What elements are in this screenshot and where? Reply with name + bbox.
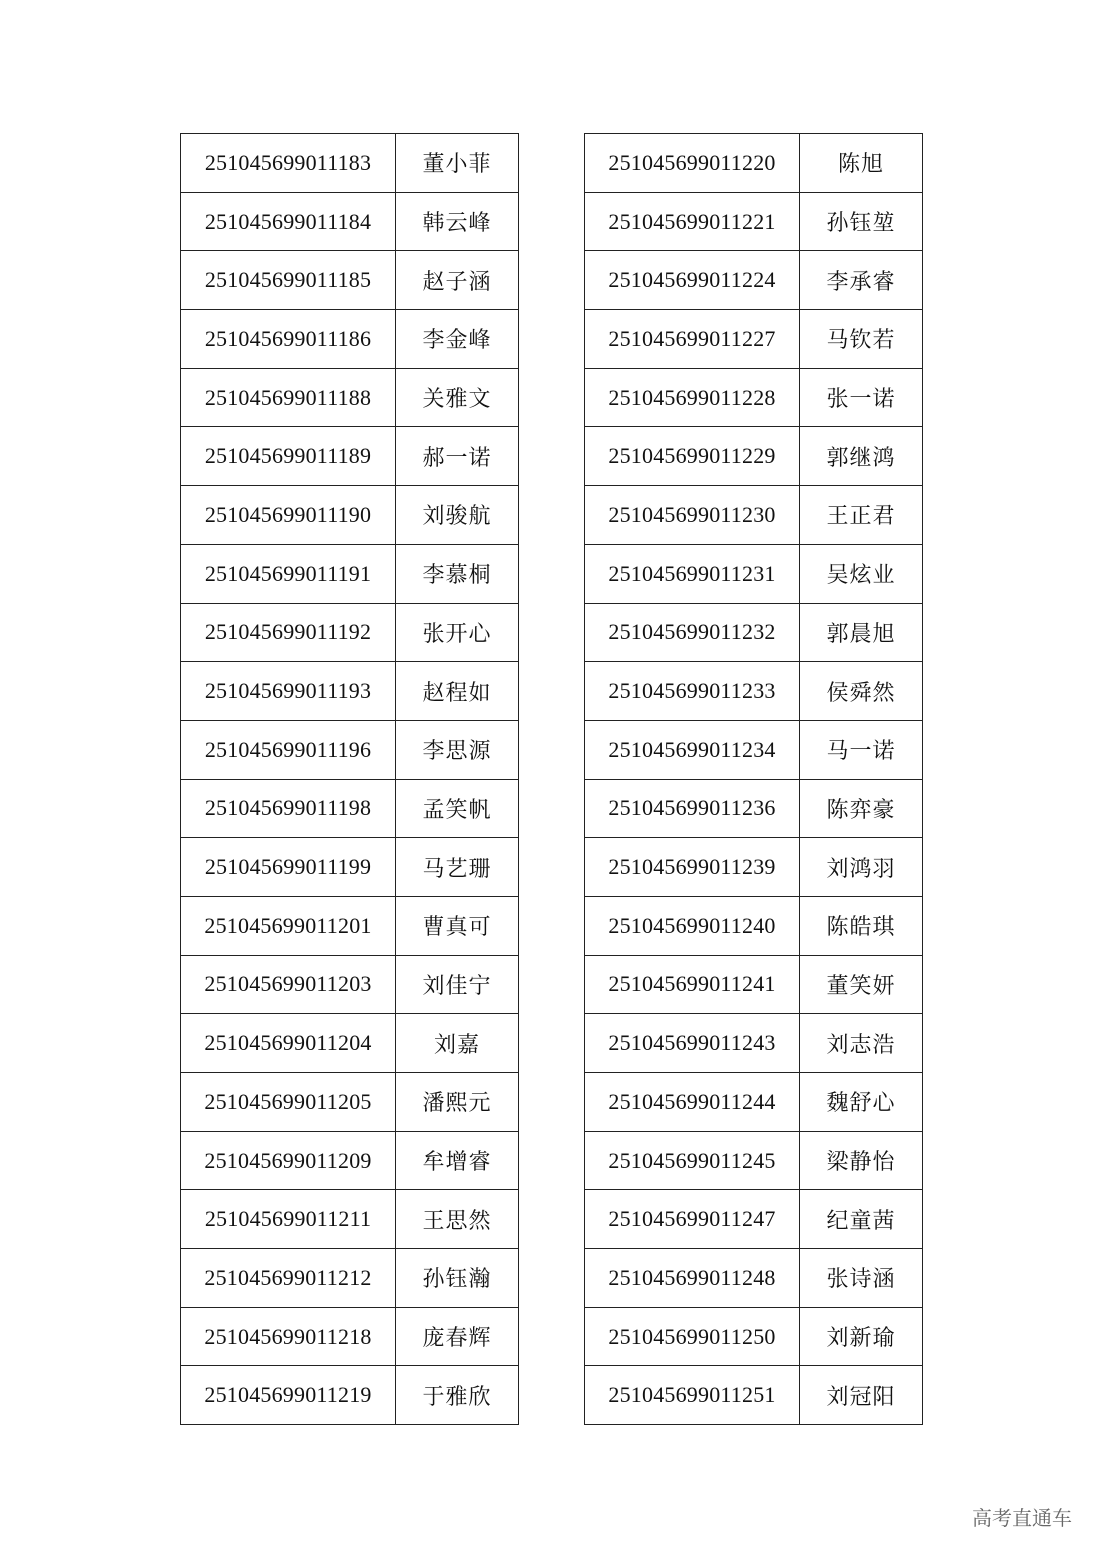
table-row (181, 192, 519, 251)
candidate-id: 251045699011212 (181, 1249, 396, 1308)
table-row (585, 1014, 923, 1073)
candidate-id: 251045699011199 (181, 838, 396, 897)
candidate-id: 251045699011209 (181, 1131, 396, 1190)
table-row (585, 1190, 923, 1249)
table-row (585, 779, 923, 838)
table-row (585, 662, 923, 721)
table-row (181, 896, 519, 955)
table-row (585, 838, 923, 897)
candidate-name: 关雅文 (396, 368, 519, 427)
candidate-name: 董小菲 (396, 134, 519, 193)
candidate-name: 马艺珊 (396, 838, 519, 897)
candidate-name: 赵子涵 (396, 251, 519, 310)
candidate-id: 251045699011192 (181, 603, 396, 662)
candidate-id: 251045699011201 (181, 896, 396, 955)
table-row (585, 1073, 923, 1132)
candidate-id: 251045699011193 (181, 662, 396, 721)
table-row (585, 544, 923, 603)
candidate-id: 251045699011221 (585, 192, 800, 251)
table-row (585, 720, 923, 779)
candidate-name: 孟笑帆 (396, 779, 519, 838)
candidate-name: 曹真可 (396, 896, 519, 955)
candidate-name: 郝一诺 (396, 427, 519, 486)
candidate-name: 李慕桐 (396, 544, 519, 603)
candidate-id: 251045699011190 (181, 486, 396, 545)
table-row (181, 1073, 519, 1132)
table-row (181, 251, 519, 310)
table-row (181, 1131, 519, 1190)
candidate-name: 李思源 (396, 720, 519, 779)
candidate-name: 郭晨旭 (800, 603, 923, 662)
roster-table-left (180, 133, 519, 1425)
candidate-name: 张开心 (396, 603, 519, 662)
candidate-name: 牟增睿 (396, 1131, 519, 1190)
candidate-name: 潘熙元 (396, 1073, 519, 1132)
candidate-name: 刘佳宁 (396, 955, 519, 1014)
candidate-name: 刘骏航 (396, 486, 519, 545)
candidate-id: 251045699011218 (181, 1307, 396, 1366)
candidate-name: 赵程如 (396, 662, 519, 721)
table-row (585, 603, 923, 662)
candidate-name: 于雅欣 (396, 1366, 519, 1425)
candidate-name: 韩云峰 (396, 192, 519, 251)
table-row (181, 603, 519, 662)
table-row (585, 192, 923, 251)
table-row (181, 955, 519, 1014)
table-row (181, 310, 519, 369)
candidate-id: 251045699011224 (585, 251, 800, 310)
candidate-id: 251045699011228 (585, 368, 800, 427)
candidate-name: 陈皓琪 (800, 896, 923, 955)
candidate-id: 251045699011236 (585, 779, 800, 838)
candidate-id: 251045699011245 (585, 1131, 800, 1190)
table-row (181, 1014, 519, 1073)
candidate-name: 马一诺 (800, 720, 923, 779)
candidate-name: 刘志浩 (800, 1014, 923, 1073)
candidate-name: 张诗涵 (800, 1249, 923, 1308)
candidate-id: 251045699011186 (181, 310, 396, 369)
candidate-name: 陈旭 (800, 134, 923, 193)
candidate-id: 251045699011250 (585, 1307, 800, 1366)
roster-table-right (584, 133, 923, 1425)
candidate-id: 251045699011184 (181, 192, 396, 251)
candidate-name: 刘嘉 (396, 1014, 519, 1073)
candidate-id: 251045699011247 (585, 1190, 800, 1249)
table-row (181, 134, 519, 193)
table-row (181, 1307, 519, 1366)
candidate-name: 刘冠阳 (800, 1366, 923, 1425)
candidate-id: 251045699011205 (181, 1073, 396, 1132)
candidate-name: 孙钰堃 (800, 192, 923, 251)
candidate-name: 庞春辉 (396, 1307, 519, 1366)
candidate-name: 董笑妍 (800, 955, 923, 1014)
candidate-id: 251045699011248 (585, 1249, 800, 1308)
candidate-id: 251045699011251 (585, 1366, 800, 1425)
candidate-id: 251045699011233 (585, 662, 800, 721)
table-row (181, 1190, 519, 1249)
table-row (181, 720, 519, 779)
candidate-id: 251045699011196 (181, 720, 396, 779)
candidate-id: 251045699011204 (181, 1014, 396, 1073)
table-row (585, 368, 923, 427)
candidate-name: 魏舒心 (800, 1073, 923, 1132)
candidate-id: 251045699011219 (181, 1366, 396, 1425)
candidate-name: 张一诺 (800, 368, 923, 427)
candidate-id: 251045699011185 (181, 251, 396, 310)
table-row (585, 486, 923, 545)
candidate-id: 251045699011239 (585, 838, 800, 897)
table-row (181, 838, 519, 897)
candidate-id: 251045699011232 (585, 603, 800, 662)
candidate-id: 251045699011227 (585, 310, 800, 369)
table-row (585, 251, 923, 310)
table-row (181, 486, 519, 545)
candidate-id: 251045699011231 (585, 544, 800, 603)
candidate-name: 李承睿 (800, 251, 923, 310)
candidate-name: 侯舜然 (800, 662, 923, 721)
table-row (585, 427, 923, 486)
table-row (585, 134, 923, 193)
candidate-name: 王正君 (800, 486, 923, 545)
candidate-name: 陈弈豪 (800, 779, 923, 838)
candidate-id: 251045699011198 (181, 779, 396, 838)
candidate-id: 251045699011220 (585, 134, 800, 193)
candidate-id: 251045699011230 (585, 486, 800, 545)
candidate-name: 刘鸿羽 (800, 838, 923, 897)
table-row (585, 1131, 923, 1190)
candidate-name: 马钦若 (800, 310, 923, 369)
table-row (585, 896, 923, 955)
candidate-id: 251045699011211 (181, 1190, 396, 1249)
candidate-id: 251045699011203 (181, 955, 396, 1014)
candidate-name: 纪童茜 (800, 1190, 923, 1249)
candidate-id: 251045699011244 (585, 1073, 800, 1132)
candidate-id: 251045699011189 (181, 427, 396, 486)
table-row (585, 1366, 923, 1425)
candidate-id: 251045699011241 (585, 955, 800, 1014)
table-row (181, 779, 519, 838)
candidate-id: 251045699011240 (585, 896, 800, 955)
candidate-name: 刘新瑜 (800, 1307, 923, 1366)
table-row (181, 1249, 519, 1308)
watermark: 高考直通车 (972, 1506, 1072, 1530)
candidate-name: 吴炫业 (800, 544, 923, 603)
candidate-name: 孙钰瀚 (396, 1249, 519, 1308)
table-row (585, 310, 923, 369)
candidate-id: 251045699011191 (181, 544, 396, 603)
table-row (181, 427, 519, 486)
candidate-id: 251045699011229 (585, 427, 800, 486)
table-row (181, 1366, 519, 1425)
table-row (181, 662, 519, 721)
candidate-id: 251045699011183 (181, 134, 396, 193)
table-row (181, 368, 519, 427)
candidate-name: 郭继鸿 (800, 427, 923, 486)
candidate-id: 251045699011188 (181, 368, 396, 427)
table-row (585, 955, 923, 1014)
table-row (585, 1249, 923, 1308)
candidate-name: 梁静怡 (800, 1131, 923, 1190)
candidate-id: 251045699011243 (585, 1014, 800, 1073)
candidate-name: 李金峰 (396, 310, 519, 369)
table-row (585, 1307, 923, 1366)
candidate-name: 王思然 (396, 1190, 519, 1249)
candidate-id: 251045699011234 (585, 720, 800, 779)
table-row (181, 544, 519, 603)
